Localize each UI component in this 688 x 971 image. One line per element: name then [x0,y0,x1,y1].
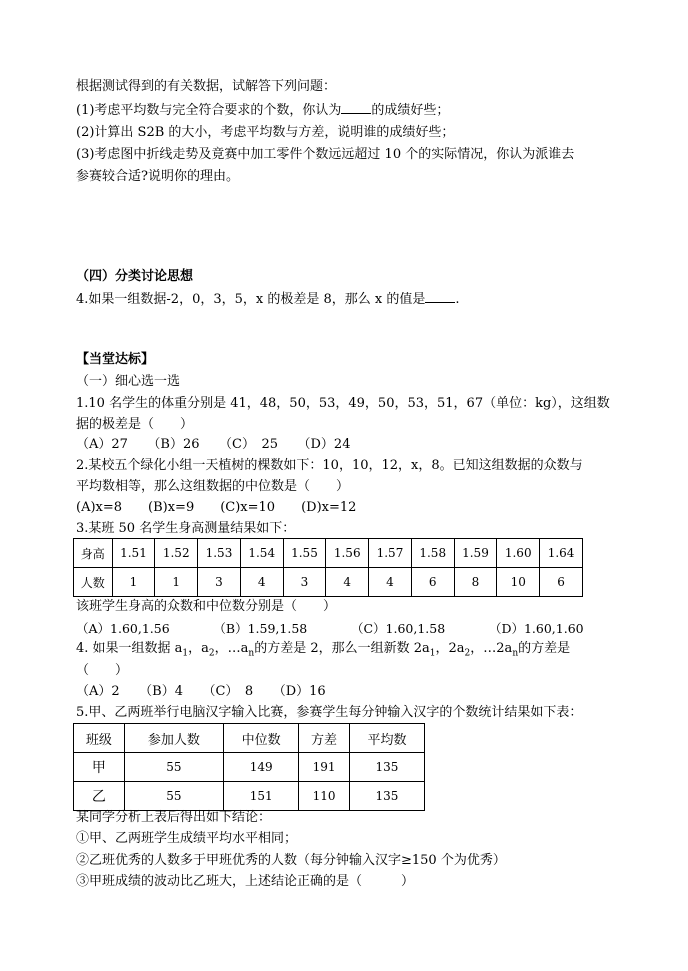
table-row [74,724,425,753]
p-question-3-options: （A）1.60,1.56 （B）1.59,1.58 （C）1.60,1.58 （D）1.60,1.60 [76,621,584,636]
practice-subheading: （一）细心选一选 [76,374,181,389]
table-cell: 1 [112,568,155,597]
question-1-text-end: 的成绩好些； [371,103,450,118]
table-cell: 身高 [74,539,113,568]
p-question-5-line-2: 某同学分析上表后得出如下结论： [76,810,272,825]
table-cell: 1 [155,568,198,597]
question-1 [76,101,449,120]
table-cell: 1.51 [112,539,155,568]
q4-text: 4. 如果一组数据 a [76,641,183,656]
section-4-question [76,290,459,309]
p-question-3-line-2: 该班学生身高的众数和中位数分别是（ ） [76,599,337,614]
q4-text: ，a [188,641,209,656]
table-cell: 4 [369,568,412,597]
table-cell: 55 [124,753,223,782]
table-cell: 甲 [74,753,125,782]
intro-line: 根据测试得到的有关数据，试解答下列问题： [76,79,337,94]
q4-text: 的方差是 2，那么一组新数 2a [254,641,430,656]
table-row [74,568,583,597]
table-row [74,753,425,782]
height-table [73,538,583,597]
q4-sub: n [248,648,255,659]
table-cell: 191 [299,753,350,782]
table-cell: 135 [349,782,424,811]
q4-sub: 2 [464,648,471,659]
p-question-4-line-1 [76,640,570,663]
table-cell: 6 [540,568,583,597]
table-cell: 人数 [74,568,113,597]
p-question-2-line-2: 平均数相等，那么这组数据的中位数是（ ） [76,479,350,494]
p-question-4-line-2: （ ） [76,663,129,678]
table-cell: 1.59 [454,539,497,568]
q4-sub: 1 [429,648,436,659]
table-cell: 3 [283,568,326,597]
p-question-1-line-2: 据的极差是（ ） [76,417,194,432]
table-cell: 149 [224,753,299,782]
practice-heading: 【当堂达标】 [76,352,155,367]
q4-sub: 2 [208,648,215,659]
table-cell: 110 [299,782,350,811]
question-3-line-2: 参赛较合适?说明你的理由。 [76,169,239,184]
question-2: (2)计算出 S2B 的大小，考虑平均数与方差，说明谁的成绩好些； [76,125,455,140]
p-question-1-line-1: 1.10 名学生的体重分别是 41，48，50，53，49，50，53，51，67（单位：kg），这组数 [76,396,610,411]
q4-sub: n [512,648,519,659]
table-cell: 1.55 [283,539,326,568]
answer-blank [425,290,455,303]
p-question-2-line-1: 2.某校五个绿化小组一天植树的棵数如下：10，10，12，x，8。已知这组数据的众数与 [76,458,583,473]
table-cell: 1.56 [326,539,369,568]
table-cell: 8 [454,568,497,597]
table-cell: 3 [198,568,241,597]
p-question-2-options: (A)x=8 (B)x=9 (C)x=10 (D)x=12 [76,500,357,515]
q4-text: 的方差是 [518,641,571,656]
table-cell: 1.57 [369,539,412,568]
table-cell: 1.53 [198,539,241,568]
q4-text: ，…2a [470,641,513,656]
section-4-heading: （四）分类讨论思想 [76,269,194,284]
p-question-4-options: （A）2 （B）4 （C） 8 （D）16 [76,684,326,699]
table-row [74,539,583,568]
table-cell: 151 [224,782,299,811]
table-header-cell: 方差 [299,724,350,753]
table-cell: 1.64 [540,539,583,568]
typing-contest-table [73,723,425,811]
table-header-cell: 平均数 [349,724,424,753]
table-cell: 乙 [74,782,125,811]
table-header-cell: 中位数 [224,724,299,753]
table-row [74,782,425,811]
section-4-question-text: 4.如果一组数据-2，0，3，5，x 的极差是 8，那么 x 的值是 [76,292,426,307]
conclusion-3: ③甲班成绩的波动比乙班大，上述结论正确的是（ ） [76,874,415,889]
conclusion-1: ①甲、乙两班学生成绩平均水平相同； [76,831,298,846]
table-cell: 4 [240,568,283,597]
table-header-cell: 班级 [74,724,125,753]
table-cell: 135 [349,753,424,782]
table-cell: 1.54 [240,539,283,568]
conclusion-2: ②乙班优秀的人数多于甲班优秀的人数（每分钟输入汉字≥150 个为优秀） [76,853,506,868]
table-cell: 55 [124,782,223,811]
table-header-cell: 参加人数 [124,724,223,753]
p-question-1-options: （A）27 （B）26 （C） 25 （D）24 [76,437,351,452]
section-4-question-end: . [455,292,460,307]
table-cell: 10 [497,568,540,597]
table-cell: 1.58 [411,539,454,568]
table-cell: 1.60 [497,539,540,568]
table-cell: 4 [326,568,369,597]
question-1-text: (1)考虑平均数与完全符合要求的个数，你认为 [76,103,342,118]
table-cell: 6 [411,568,454,597]
q4-sub: 1 [182,648,189,659]
p-question-3-line-1: 3.某班 50 名学生身高测量结果如下： [76,521,296,536]
q4-text: ，2a [435,641,465,656]
question-3-line-1: (3)考虑图中折线走势及竟赛中加工零件个数远远超过 10 个的实际情况，你认为派谁去 [76,147,575,162]
answer-blank [341,101,371,114]
table-cell: 1.52 [155,539,198,568]
q4-text: ，…a [214,641,249,656]
p-question-5-line-1: 5.甲、乙两班举行电脑汉字输入比赛，参赛学生每分钟输入汉字的个数统计结果如下表： [76,705,583,720]
